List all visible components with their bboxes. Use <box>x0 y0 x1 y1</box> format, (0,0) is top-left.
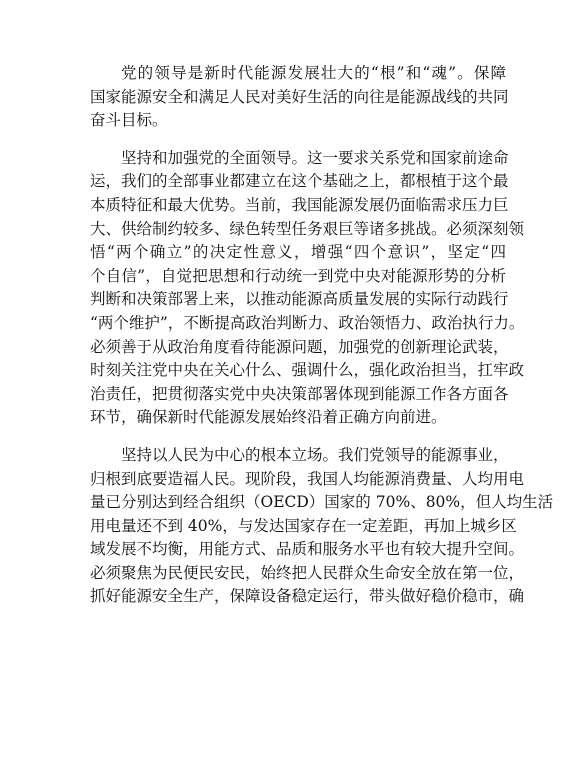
text-line: 奋斗目标。 <box>90 111 168 130</box>
text-line: 判断和决策部署上来，以推动能源高质量发展的实际行动践行 <box>90 290 509 309</box>
text-line: 用电量还不到 40%，与发达国家存在一定差距，再加上城乡区 <box>90 516 517 535</box>
paragraph-leadership-root <box>90 62 509 133</box>
text-line: 量已分别达到经合组织（OECD）国家的 70%、80%，但人均生活 <box>90 493 554 512</box>
text-line: 坚持以人民为中心的根本立场。我们党领导的能源事业， <box>121 445 509 464</box>
text-line: 环节，确保新时代能源发展始终沿着正确方向前进。 <box>90 408 447 427</box>
paragraph-people-centered <box>90 444 554 609</box>
text-line: 悟“两个确立”的决定性意义，增强“四个意识”，坚定“四 <box>90 243 506 262</box>
text-line: 治责任，把贯彻落实党中央决策部署体现到能源工作各方面各 <box>90 384 509 403</box>
text-line: “两个维护”，不断提高政治判断力、政治领悟力、政治执行力。 <box>90 313 525 332</box>
paragraph-party-leadership <box>90 147 525 430</box>
text-line: 党的领导是新时代能源发展壮大的“根”和“魂”。保障 <box>121 64 506 82</box>
text-line: 大、供给制约较多、绿色转型任务艰巨等诸多挑战。必须深刻领 <box>90 219 525 238</box>
text-line: 本质特征和最大优势。当前，我国能源发展仍面临需求压力巨 <box>90 195 509 214</box>
text-line: 运，我们的全部事业都建立在这个基础之上，都根植于这个最 <box>90 172 509 191</box>
text-line: 抓好能源安全生产，保障设备稳定运行，带头做好稳价稳市，确 <box>90 587 525 606</box>
text-line: 个自信”，自觉把思想和行动统一到党中央对能源形势的分析 <box>90 266 506 285</box>
text-line: 国家能源安全和满足人民对美好生活的向往是能源战线的共同 <box>90 87 509 106</box>
text-line: 必须善于从政治角度看待能源问题，加强党的创新理论武装， <box>90 337 509 356</box>
text-line: 域发展不均衡，用能方式、品质和服务水平也有较大提升空间。 <box>90 540 525 559</box>
text-line: 时刻关注党中央在关心什么、强调什么，强化政治担当，扛牢政 <box>90 361 525 380</box>
text-line: 坚持和加强党的全面领导。这一要求关系党和国家前途命 <box>121 148 509 167</box>
text-line: 必须聚焦为民便民安民，始终把人民群众生命安全放在第一位， <box>90 563 525 582</box>
document-body <box>90 62 554 623</box>
text-line: 归根到底要造福人民。现阶段，我国人均能源消费量、人均用电 <box>90 469 525 488</box>
